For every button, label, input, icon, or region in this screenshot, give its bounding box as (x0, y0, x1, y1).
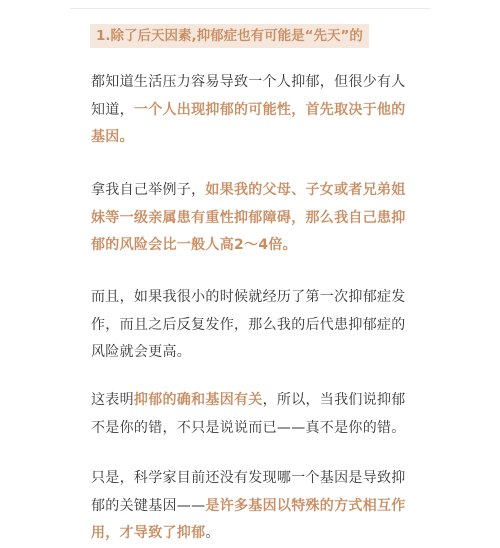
paragraph-4-text: 这表明 (91, 392, 134, 408)
paragraph-4-highlight: 抑郁的确和基因有关 (133, 392, 263, 408)
paragraph-1-highlight: 一个人出现抑郁的可能性，首先取决于他的基因。 (91, 101, 406, 145)
paragraph-4-tail: ，所以，当我们说抑郁不是你的错，不只是说说而已——真不是你的错。 (91, 392, 406, 436)
paragraph-1-text: 都知道生活压力容易导致一个人抑郁，但很少有人知道， (91, 74, 406, 118)
paragraph-2-highlight: 如果我的父母、子女或者兄弟姐妹等一级亲属患有重性抑郁障碍，那么我自己患抑郁的风险会比一般人高2～4倍。 (91, 182, 406, 253)
paragraph-3 (91, 284, 413, 367)
paragraph-4 (91, 387, 413, 442)
paragraph-2-text: 拿我自己举例子， (91, 182, 206, 198)
section-heading-wrap (90, 24, 369, 48)
paragraph-5-text: 只是，科学家目前还没有发现哪一个基因是导致抑郁的关键基因—— (91, 470, 406, 514)
paragraph-5 (91, 465, 413, 548)
paragraph-5-highlight: 是许多基因以特殊的方式相互作用，才导致了抑郁 (91, 497, 406, 541)
paragraph-2 (91, 177, 413, 260)
top-divider (70, 8, 430, 9)
paragraph-3-text: 而且，如果我很小的时候就经历了第一次抑郁症发作，而且之后反复发作，那么我的后代患抑郁症的风险就会更高。 (91, 289, 406, 360)
paragraph-5-tail: 。 (205, 525, 220, 541)
section-heading: 1.除了后天因素,抑郁症也有可能是“先天”的 (90, 24, 369, 48)
paragraph-1 (91, 69, 413, 152)
